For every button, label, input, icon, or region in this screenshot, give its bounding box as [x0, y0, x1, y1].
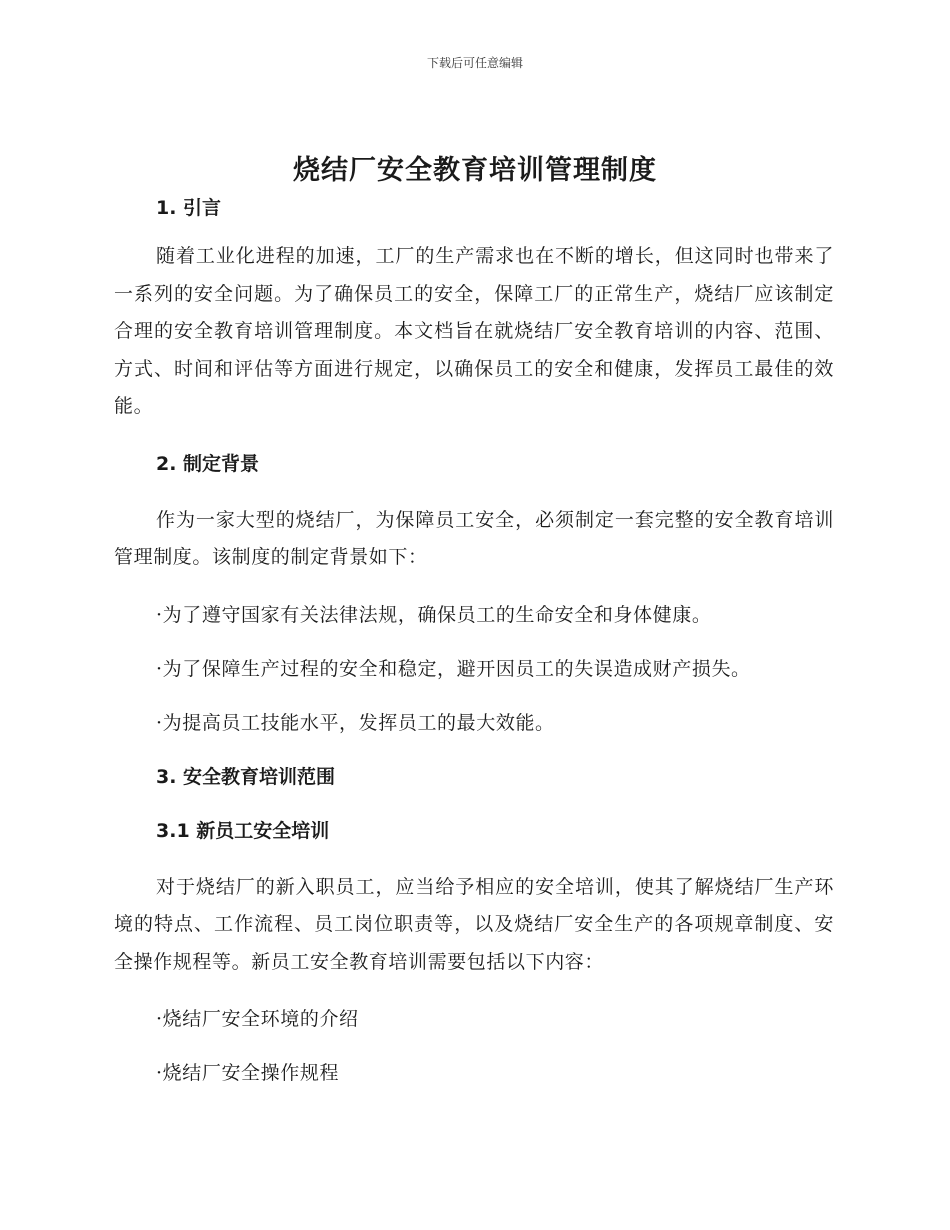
section-heading-intro: 1. 引言 — [156, 197, 222, 219]
background-bullet-2: ·为了保障生产过程的安全和稳定，避开因员工的失误造成财产损失。 — [156, 657, 751, 680]
header-note: 下载后可任意编辑 — [426, 56, 523, 70]
section-heading-scope: 3. 安全教育培训范围 — [156, 765, 336, 788]
background-bullet-3: ·为提高员工技能水平，发挥员工的最大效能。 — [156, 711, 555, 734]
intro-paragraph: 随着工业化进程的加速，工厂的生产需求也在不断的增长，但这同时也带来了一系列的安全问题。为了确保员工的安全，保障工厂的正常生产，烧结厂应该制定合理的安全教育培训管理制度。本文档旨在就烧结厂安全教育培训的内容、范围、方式、时间和评估等方面进行规定，以确保员工的安全和健康，发挥员工最佳的效能。 — [114, 245, 834, 417]
background-paragraph: 作为一家大型的烧结厂，为保障员工安全，必须制定一套完整的安全教育培训管理制度。该制度的制定背景如下： — [114, 508, 834, 568]
background-bullet-1: ·为了遵守国家有关法律法规，确保员工的生命安全和身体健康。 — [156, 603, 712, 626]
document-body — [114, 192, 834, 1089]
new-staff-bullet-2: ·烧结厂安全操作规程 — [156, 1062, 340, 1084]
section-heading-background: 2. 制定背景 — [156, 452, 260, 475]
document-title: 烧结厂安全教育培训管理制度 — [293, 155, 657, 186]
new-staff-bullet-1: ·烧结厂安全环境的介绍 — [156, 1008, 359, 1030]
subsection-heading-new-staff: 3.1 新员工安全培训 — [156, 819, 330, 842]
new-staff-paragraph: 对于烧结厂的新入职员工，应当给予相应的安全培训，使其了解烧结厂生产环境的特点、工作流程、员工岗位职责等，以及烧结厂安全生产的各项规章制度、安全操作规程等。新员工安全教育培训需要包括以下内容： — [114, 875, 834, 973]
